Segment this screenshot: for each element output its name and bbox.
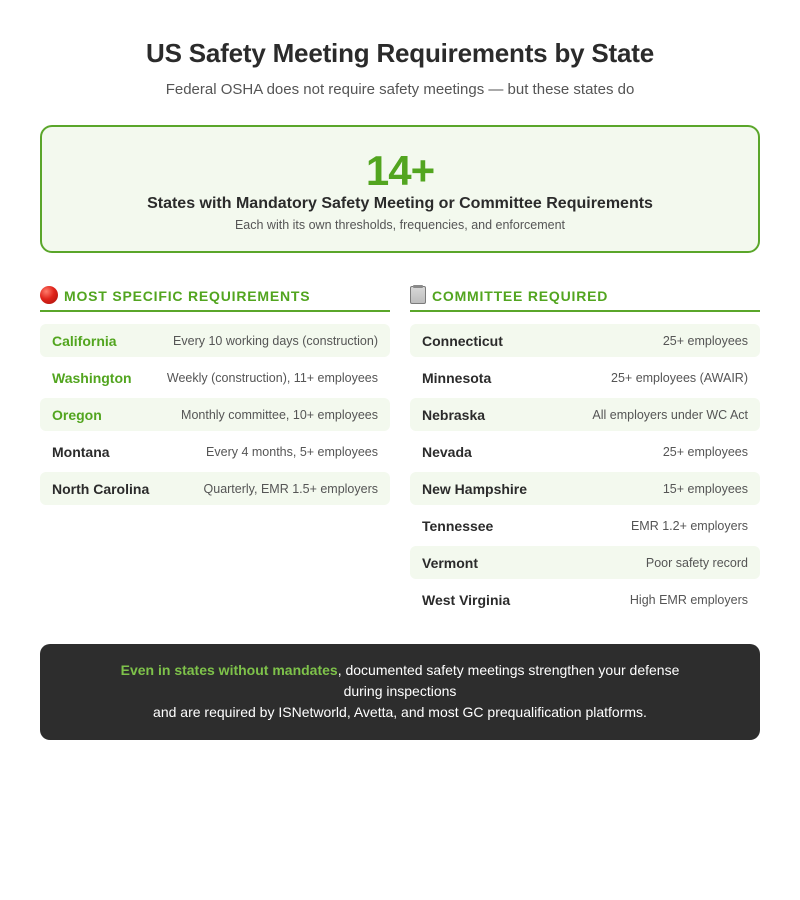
state-list [40, 324, 390, 505]
state-name: California [52, 332, 117, 349]
stat-sublabel: Each with its own thresholds, frequencies, and enforcement [234, 218, 566, 232]
state-requirement: 25+ employees [662, 444, 748, 459]
state-row [40, 435, 390, 468]
state-requirement: Poor safety record [645, 555, 748, 570]
state-name: Montana [52, 443, 110, 460]
state-name: Connecticut [422, 332, 503, 349]
callout-text: , documented safety meetings strengthen your defense during inspections [337, 662, 680, 699]
state-row [410, 435, 760, 468]
state-row [410, 361, 760, 394]
red-circle-icon [40, 286, 58, 304]
state-row [410, 509, 760, 542]
state-name: Tennessee [422, 517, 494, 534]
state-name: Minnesota [422, 369, 492, 386]
section-header [40, 282, 390, 312]
state-name: Nebraska [422, 406, 486, 423]
state-name: Nevada [422, 443, 472, 460]
state-requirement: 15+ employees [662, 481, 748, 496]
state-row [40, 361, 390, 394]
page-title: US Safety Meeting Requirements by State [146, 38, 654, 68]
state-row [410, 324, 760, 357]
stat-number: 14+ [365, 147, 435, 194]
state-row [40, 472, 390, 505]
state-name: West Virginia [422, 591, 511, 608]
state-name: Oregon [52, 406, 102, 423]
state-row [40, 324, 390, 357]
callout-line-2: and are required by ISNetworld, Avetta, and most GC prequalification platforms. [153, 704, 647, 720]
callout-line-1 [100, 660, 700, 702]
callout-highlight: Even in states without mandates [120, 662, 338, 678]
clipboard-icon [410, 286, 426, 304]
state-row [410, 472, 760, 505]
state-requirement: 25+ employees (AWAIR) [611, 370, 748, 385]
committee-required-section [410, 282, 760, 620]
stat-card [40, 125, 760, 253]
page-subtitle: Federal OSHA does not require safety meetings — but these states do [165, 81, 635, 98]
state-requirement: High EMR employers [629, 592, 748, 607]
state-row [410, 546, 760, 579]
state-list [410, 324, 760, 616]
state-row [40, 398, 390, 431]
state-requirement: Every 4 months, 5+ employees [206, 444, 378, 459]
section-header [410, 282, 760, 312]
state-name: North Carolina [52, 480, 150, 497]
state-name: Washington [52, 369, 132, 386]
state-requirement: 25+ employees [662, 333, 748, 348]
state-requirement: Monthly committee, 10+ employees [181, 407, 378, 422]
state-row [410, 583, 760, 616]
state-requirement: All employers under WC Act [592, 407, 748, 422]
most-specific-section [40, 282, 390, 509]
state-name: Vermont [422, 554, 479, 571]
state-requirement: EMR 1.2+ employers [630, 518, 748, 533]
section-heading: MOST SPECIFIC REQUIREMENTS [64, 288, 311, 304]
state-requirement: Weekly (construction), 11+ employees [166, 370, 378, 385]
state-name: New Hampshire [422, 480, 528, 497]
state-row [410, 398, 760, 431]
callout-box [40, 644, 760, 740]
state-requirement: Quarterly, EMR 1.5+ employers [203, 481, 378, 496]
state-requirement: Every 10 working days (construction) [173, 333, 378, 348]
stat-label: States with Mandatory Safety Meeting or Committee Requirements [147, 195, 653, 212]
section-heading: COMMITTEE REQUIRED [432, 288, 609, 304]
